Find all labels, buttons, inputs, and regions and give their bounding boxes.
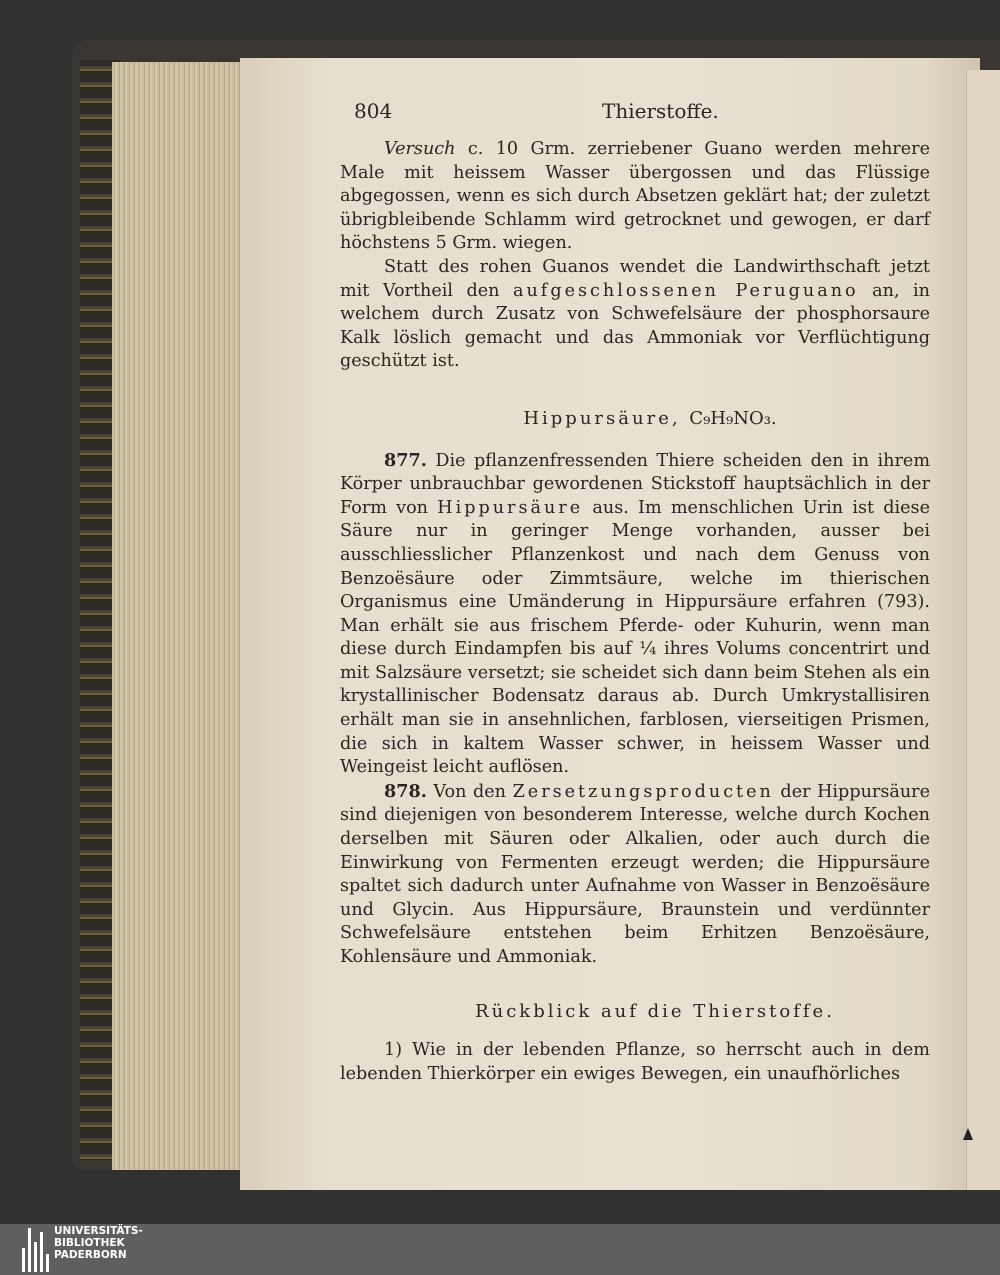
page-text (340, 100, 930, 1086)
section-heading-hippursaeure: Hippursäure, C₉H₉NO₃. (523, 407, 777, 429)
library-name: UNIVERSITÄTS- BIBLIOTHEK PADERBORN (54, 1225, 143, 1261)
paragraph-r1: 1) Wie in der lebenden Pflanze, so herrscht auch in dem lebenden Thierkörper ein ewiges Bewegen, ein unaufhörliches (340, 1040, 930, 1084)
library-footer (0, 1224, 1000, 1275)
paragraph-peruguano: Statt des rohen Guanos wendet die Landwirthschaft jetzt mit Vortheil den aufgeschlossenen Peruguano an, in welchem durch Zusatz von Schwefelsäure der phosphorsaure Kalk löslich gemacht und das Ammoniak vor Verflüchtigung geschützt ist. (340, 256, 930, 372)
spaced-term: aufgeschlossenen Peruguano (512, 280, 859, 301)
page-marker-icon (963, 1128, 973, 1140)
paragraph-877: 877. Die pflanzenfressenden Thiere scheiden den in ihrem Körper unbrauchbar gewordenen Stickstoff hauptsächlich in der Form von Hippursäure aus. Im menschlichen Urin ist diese Säure nur in geringer Menge vorhanden, ausser bei ausschliesslicher Pflanzenkost und nach dem Genuss von Benzoësäure oder Zimmtsäure, welche im thierischen Organismus eine Umänderung in Hippursäure erfahren (793). Man erhält sie aus frischem Pferde- oder Kuhurin, wenn man diese durch Eindampfen bis auf ¼ ihres Volums concentrirt und mit Salzsäure versetzt; sie scheidet sich dann beim Stehen als ein krystallinischer Bodensatz daraus ab. Durch Umkrystallisiren erhält man sie in ansehnlichen, farblosen, vierseitigen Prismen, die sich in kaltem Wasser schwer, in heissem Wasser und Weingeist leicht auflösen. (340, 449, 930, 778)
running-title: Thierstoffe. (602, 99, 719, 123)
paragraph-number: 877. (384, 449, 427, 471)
spaced-term: Hippursäure (437, 497, 584, 518)
page-edges (112, 62, 252, 1170)
paragraph-number: 878. (384, 780, 427, 802)
page-number: 804 (354, 99, 393, 123)
formula: C₉H₉NO₃. (689, 407, 777, 429)
paragraph-878: 878. Von den Zersetzungsproducten der Hippursäure sind diejenigen von besonderem Interesse, welche durch Kochen derselben mit Säuren oder Alkalien, oder auch durch die Einwirkung von Fermenten erzeugt werden; die Hippursäure spaltet sich dadurch unter Aufnahme von Wasser in Benzoësäure und Glycin. Aus Hippursäure, Braunstein und verdünnter Schwefelsäure entstehen beim Erhitzen Benzoësäure, Kohlensäure und Ammoniak. (340, 780, 930, 967)
versuch-label: Versuch (384, 139, 456, 159)
paragraph-versuch: Versuch c. 10 Grm. zerriebener Guano werden mehrere Male mit heissem Wasser übergossen und das Flüssige abgegossen, wenn es sich durch Absetzen geklärt hat; der zuletzt übrigbleibende Schlamm wird getrocknet und gewogen, er darf höchstens 5 Grm. wiegen. (340, 139, 930, 254)
section-heading-rueckblick: Rückblick auf die Thierstoffe. (475, 1000, 835, 1022)
page-header (340, 100, 930, 138)
library-logo-icon (22, 1228, 52, 1272)
adjacent-page (966, 70, 1000, 1190)
spaced-term: Zersetzungsproducten (512, 781, 774, 802)
